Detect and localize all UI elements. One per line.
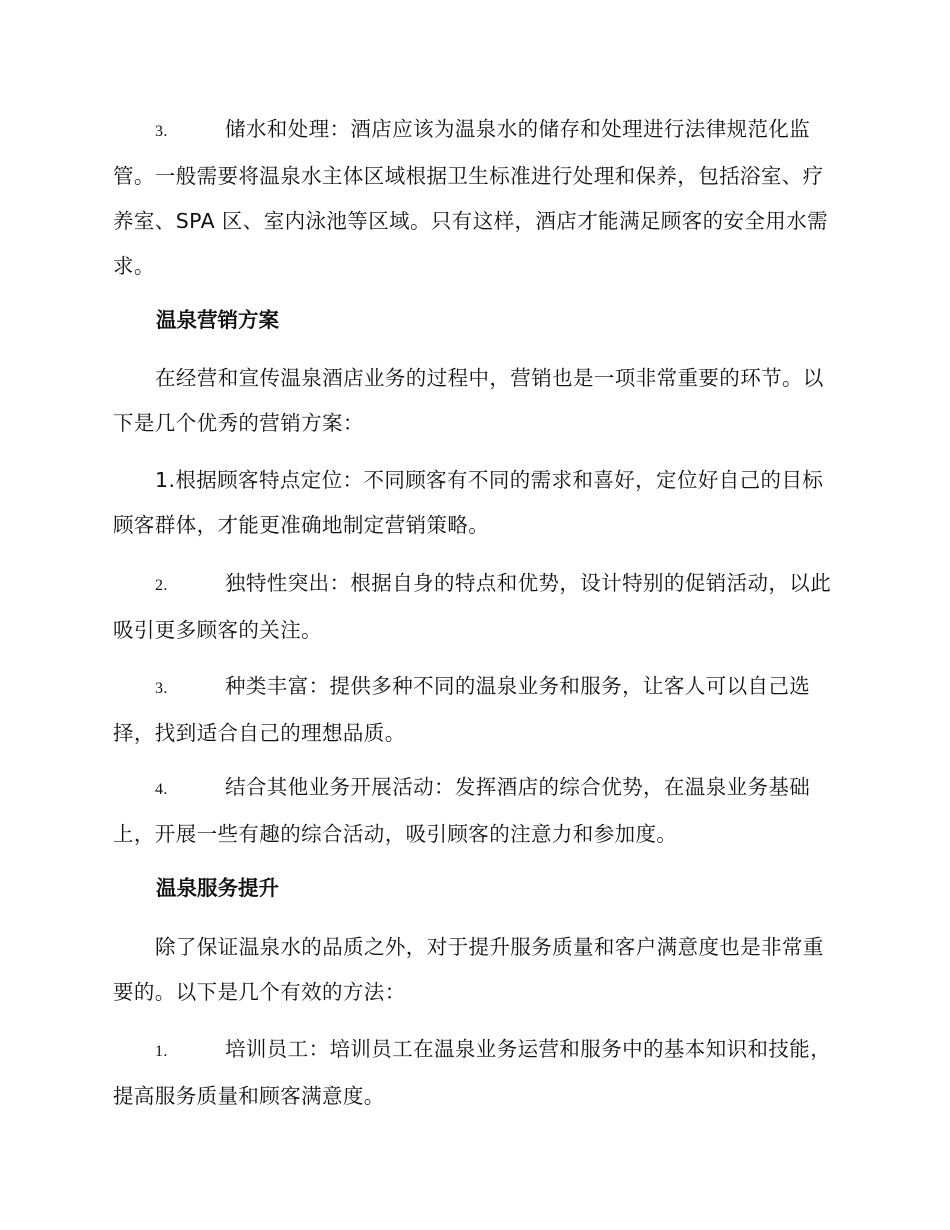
paragraph-text: 1.根据顾客特点定位：不同顾客有不同的需求和喜好，定位好自己的目标顾客群体，才能更准确地制定营销策略。 xyxy=(113,468,824,537)
paragraph-text: 种类丰富：提供多种不同的温泉业务和服务，让客人可以自己选择，找到适合自己的理想品质。 xyxy=(113,674,811,745)
list-number: 3. xyxy=(155,123,168,140)
paragraph-text: 培训员工：培训员工在温泉业务运营和服务中的基本知识和技能，提高服务质量和顾客满意度。 xyxy=(113,1037,832,1108)
list-number: 3. xyxy=(155,680,168,697)
paragraph-marketing-intro: 在经营和宣传温泉酒店业务的过程中，营销也是一项非常重要的环节。以下是几个优秀的营销方案： xyxy=(113,366,824,435)
list-item-marketing-2 xyxy=(113,561,838,653)
paragraph-service-intro: 除了保证温泉水的品质之外，对于提升服务质量和客户满意度也是非常重要的。以下是几个有效的方法： xyxy=(113,935,824,1004)
list-number: 1. xyxy=(155,1043,168,1060)
section-heading-service: 温泉服务提升 xyxy=(156,876,279,900)
list-item-marketing-4 xyxy=(113,765,838,857)
paragraph-text: 结合其他业务开展活动：发挥酒店的综合优势，在温泉业务基础上，开展一些有趣的综合活动，吸引顾客的注意力和参加度。 xyxy=(113,775,811,846)
paragraph-text: 储水和处理：酒店应该为温泉水的储存和处理进行法律规范化监管。一般需要将温泉水主体区域根据卫生标准进行处理和保养，包括浴室、疗养室、SPA 区、室内泳池等区域。只有这样，酒店才能满足顾客的安全用水需求。 xyxy=(113,117,829,278)
paragraph-water-storage xyxy=(113,107,838,289)
list-number: 4. xyxy=(155,781,168,798)
list-item-marketing-3 xyxy=(113,664,838,756)
list-number: 2. xyxy=(155,577,168,594)
section-heading-marketing: 温泉营销方案 xyxy=(156,308,279,332)
list-item-service-1 xyxy=(113,1027,838,1119)
paragraph-text: 独特性突出：根据自身的特点和优势，设计特别的促销活动，以此吸引更多顾客的关注。 xyxy=(113,571,832,642)
list-item-marketing-1 xyxy=(113,458,838,548)
